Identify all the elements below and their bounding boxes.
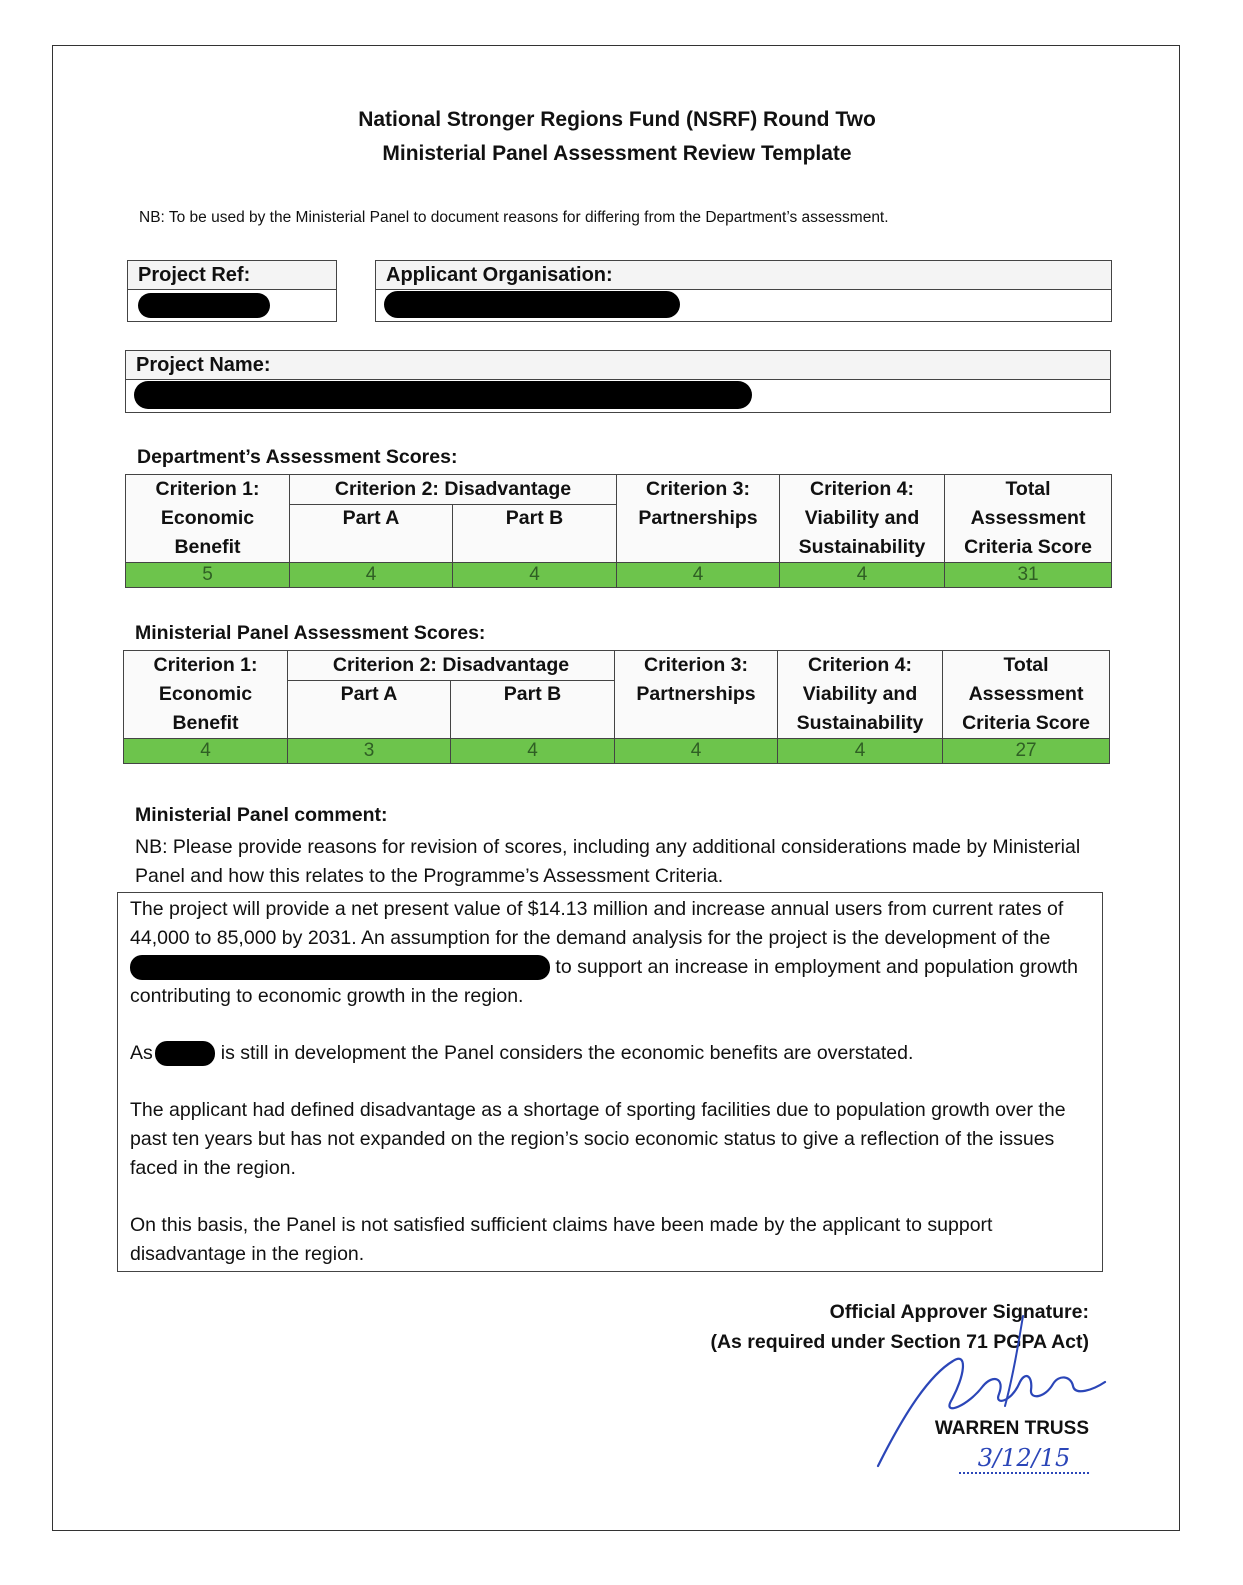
comment-paragraph-1: The project will provide a net present value of $14.13 million and increase annual users from current rates of 44,000 to 85,000 by 2031. An assumption for the demand analysis for the project is the development of the to support an increase in employment and population growth contributing to economic growth in the region.	[130, 898, 1078, 1007]
document-title-line2: Ministerial Panel Assessment Review Template	[382, 142, 852, 165]
redaction-project-name	[134, 381, 752, 409]
project-name-label: Project Name:	[126, 351, 1110, 380]
signature-date: 3/12/15	[959, 1444, 1089, 1474]
applicant-organisation-label: Applicant Organisation:	[376, 261, 1111, 290]
department-scores-table	[125, 474, 1112, 588]
document-title-line1: National Stronger Regions Fund (NSRF) Round Two	[358, 108, 876, 131]
header-part-b: Part B	[451, 681, 615, 739]
department-scores-title: Department’s Assessment Scores:	[137, 446, 458, 468]
redaction-development	[130, 955, 550, 980]
header-total: Total Assessment Criteria Score	[943, 651, 1110, 739]
header-criterion-2: Criterion 2: Disadvantage	[288, 651, 615, 681]
approver-name: WARREN TRUSS	[934, 1418, 1089, 1439]
redaction-project-ref	[138, 293, 270, 318]
redaction-applicant	[384, 291, 680, 318]
dept-score-part-b: 4	[453, 563, 617, 588]
comment-paragraph-3: The applicant had defined disadvantage as a shortage of sporting facilities due to population growth over the past ten years but has not expanded on the region’s socio economic status to give a reflection of the issues faced in the region.	[130, 1099, 1066, 1179]
comment-title: Ministerial Panel comment:	[135, 804, 388, 826]
comment-instruction: NB: Please provide reasons for revision of scores, including any additional considerations made by Ministerial Panel and how this relates to the Programme’s Assessment Criteria.	[135, 836, 1081, 887]
header-criterion-4: Criterion 4: Viability and Sustainability	[778, 651, 943, 739]
applicant-organisation-box	[375, 260, 1112, 322]
comment-box	[117, 892, 1103, 1272]
comment-paragraph-4: On this basis, the Panel is not satisfied sufficient claims have been made by the applicant to support disadvantage in the region.	[130, 1214, 993, 1265]
dept-score-criterion-4: 4	[780, 563, 945, 588]
dept-score-total: 31	[945, 563, 1112, 588]
dept-score-criterion-3: 4	[617, 563, 780, 588]
header-criterion-2: Criterion 2: Disadvantage	[290, 475, 617, 505]
panel-score-part-a: 3	[288, 739, 451, 764]
panel-score-criterion-1: 4	[124, 739, 288, 764]
signature-label: Official Approver Signature:	[829, 1301, 1089, 1323]
header-total: Total Assessment Criteria Score	[945, 475, 1112, 563]
panel-score-total: 27	[943, 739, 1110, 764]
panel-score-criterion-3: 4	[615, 739, 778, 764]
header-criterion-4: Criterion 4: Viability and Sustainability	[780, 475, 945, 563]
header-criterion-1: Criterion 1: Economic Benefit	[124, 651, 288, 739]
panel-scores-title: Ministerial Panel Assessment Scores:	[135, 622, 486, 644]
header-criterion-3: Criterion 3: Partnerships	[617, 475, 780, 563]
panel-score-part-b: 4	[451, 739, 615, 764]
header-part-a: Part A	[290, 505, 453, 563]
header-part-b: Part B	[453, 505, 617, 563]
panel-score-criterion-4: 4	[778, 739, 943, 764]
project-ref-label: Project Ref:	[128, 261, 336, 290]
signature-sublabel: (As required under Section 71 PGPA Act)	[710, 1331, 1089, 1353]
header-criterion-3: Criterion 3: Partnerships	[615, 651, 778, 739]
redaction-project-short	[155, 1041, 215, 1066]
project-name-box	[125, 350, 1111, 413]
document-page	[52, 45, 1180, 1531]
usage-note: NB: To be used by the Ministerial Panel to document reasons for differing from the Department’s assessment.	[139, 209, 889, 226]
panel-scores-table	[123, 650, 1110, 764]
dept-score-criterion-1: 5	[126, 563, 290, 588]
comment-paragraph-2: As is still in development the Panel considers the economic benefits are overstated.	[130, 1039, 1088, 1068]
header-criterion-1: Criterion 1: Economic Benefit	[126, 475, 290, 563]
dept-score-part-a: 4	[290, 563, 453, 588]
header-part-a: Part A	[288, 681, 451, 739]
project-ref-box	[127, 260, 337, 322]
